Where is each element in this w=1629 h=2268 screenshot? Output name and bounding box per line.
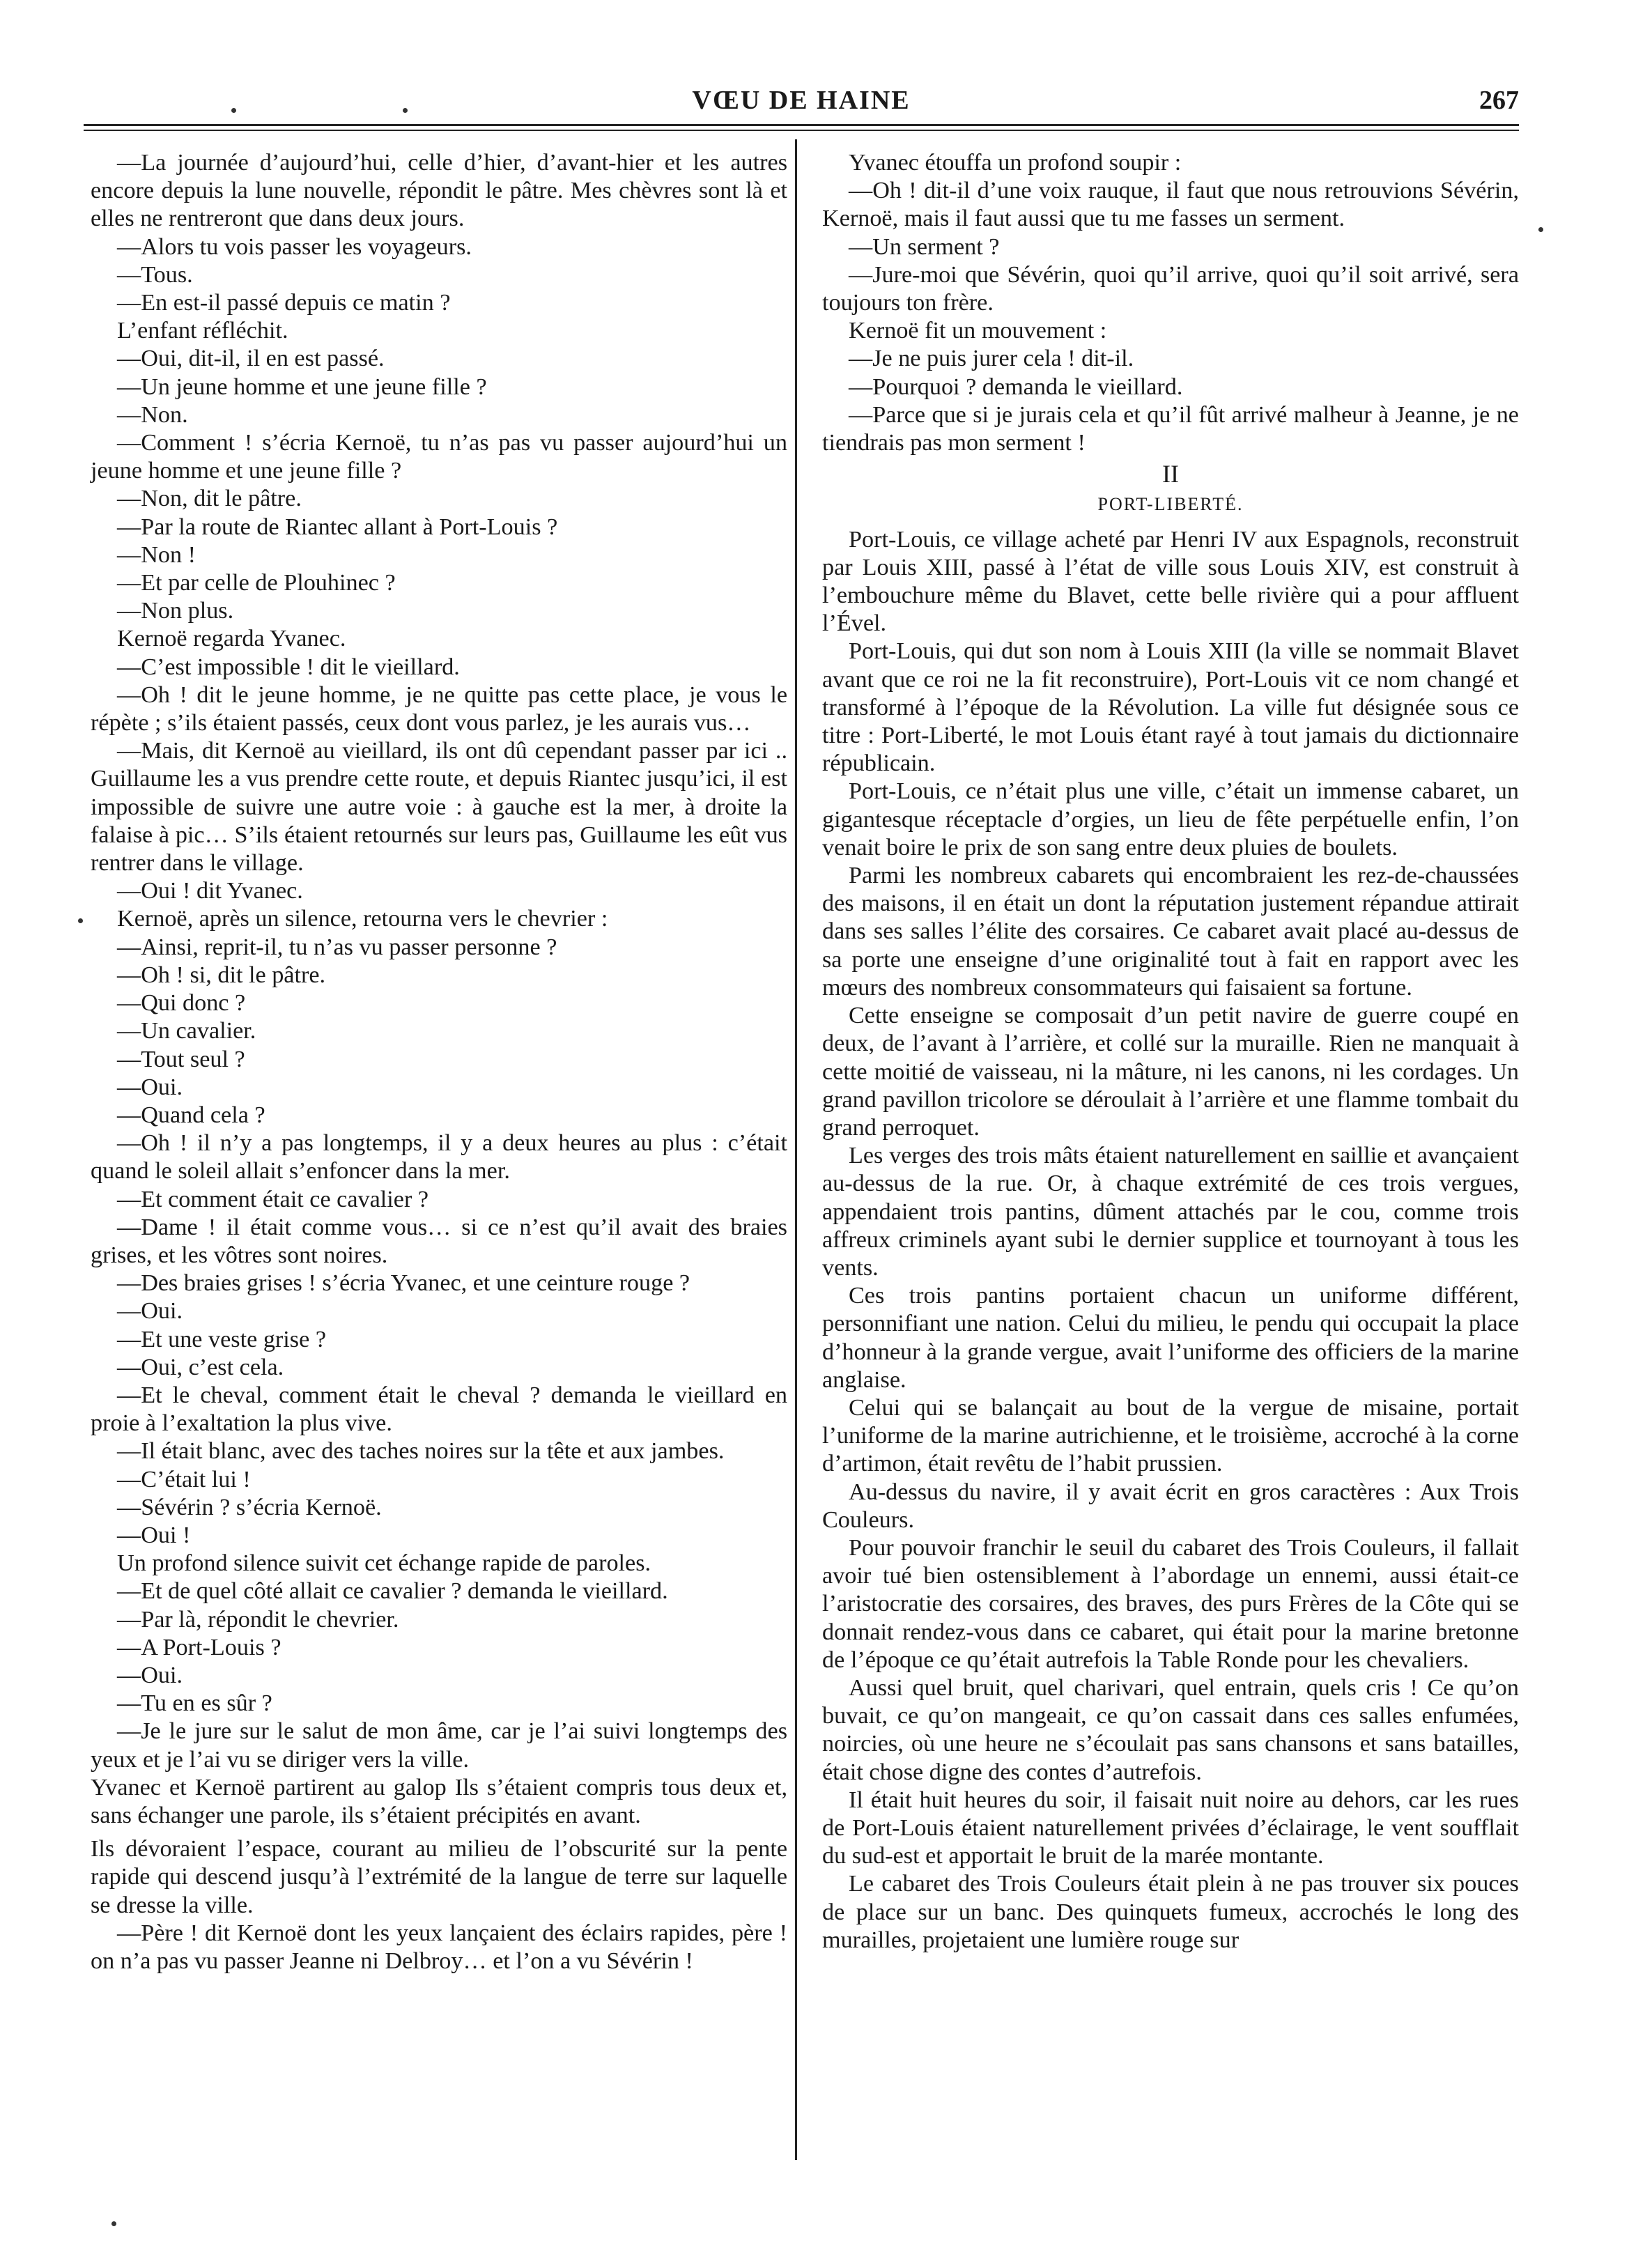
left-paragraph: —Ainsi, reprit-il, tu n’as vu passer personne ? (117, 934, 557, 960)
left-paragraph: —Tous. (117, 261, 193, 288)
left-paragraph: —Oui. (117, 1298, 183, 1325)
left-paragraph: —Alors tu vois passer les voyageurs. (117, 233, 472, 260)
left-paragraph: —Je le jure sur le salut de mon âme, car je l’ai suivi longtemps des yeux et je l’ai vu se diriger vers la ville. (91, 1718, 787, 1773)
right-column (822, 149, 1519, 1954)
left-paragraph: —Mais, dit Kernoë au vieillard, ils ont dû cependant passer par ici .. Guillaume les a vus prendre cette route, et depuis Riantec jusqu’ici, il est impossible de suivre une autre voie : à gauche est la mer, à droite la falaise à pic… S’ils étaient retournés sur leurs pas, Guillaume les eût vus rentrer dans le village. (91, 738, 787, 877)
left-paragraph: Kernoë regarda Yvanec. (117, 626, 346, 652)
left-paragraph: —Sévérin ? s’écria Kernoë. (117, 1494, 382, 1520)
right-paragraph: Au-dessus du navire, il y avait écrit en gros caractères : Aux Trois Couleurs. (822, 1479, 1519, 1533)
right-paragraph: Yvanec étouffa un profond soupir : (849, 150, 1182, 176)
right-paragraph: Parmi les nombreux cabarets qui encombraient les rez-de-chaussées des maisons, il en était un dont la réputation justement répandue attirait dans ses salles l’élite des corsaires. Ce cabaret avait placé au-dessus de sa porte une enseigne d’une originalité tout à fait en rapport avec les mœurs des nombreux consommateurs qui faisaient sa fortune. (822, 863, 1519, 1001)
left-paragraph: —La journée d’aujourd’hui, celle d’hier, d’avant-hier et les autres encore depuis la lune nouvelle, répondit le pâtre. Mes chèvres sont là et elles ne rentreront que dans deux jours. (91, 150, 787, 232)
running-header (84, 82, 1519, 124)
left-paragraph: —Oh ! il n’y a pas longtemps, il y a deux heures au plus : c’était quand le soleil allait s’enfoncer dans la mer. (91, 1130, 787, 1185)
left-paragraph: —Oui ! dit Yvanec. (117, 878, 303, 904)
left-paragraph: L’enfant réfléchit. (117, 318, 288, 344)
left-paragraph: Ils dévoraient l’espace, courant au milieu de l’obscurité sur la pente rapide qui descend jusqu’à l’extrémité de la langue de terre sur laquelle se dresse la ville. (91, 1836, 787, 1918)
left-paragraph: Kernoë, après un silence, retourna vers le chevrier : (117, 906, 608, 932)
left-paragraph: —Non plus. (117, 598, 234, 624)
left-paragraph: —Comment ! s’écria Kernoë, tu n’as pas vu passer aujourd’hui un jeune homme et une jeune fille ? (91, 430, 787, 484)
right-paragraph: Ces trois pantins portaient chacun un uniforme différent, personnifiant une nation. Celui du milieu, le pendu qui occupait la place d’honneur à la grande vergue, avait l’uniforme des officiers de la marine anglaise. (822, 1283, 1519, 1393)
left-paragraph: —Qui donc ? (117, 990, 246, 1017)
right-paragraph: Pour pouvoir franchir le seuil du cabaret des Trois Couleurs, il fallait avoir tué bien ostensiblement à l’abordage un ennemi, aussi était-ce l’aristocratie des corsaires, des braves, des purs Frères de la Côte qui se donnait rendez-vous dans ce cabaret, qui était pour la marine bretonne de l’époque ce qu’était autrefois la Table Ronde pour les chevaliers. (822, 1534, 1519, 1673)
left-paragraph: —Tout seul ? (117, 1046, 245, 1072)
left-paragraph: —Et comment était ce cavalier ? (117, 1186, 429, 1212)
right-paragraph: —Je ne puis jurer cela ! dit-il. (849, 346, 1134, 372)
right-paragraph: Cette enseigne se composait d’un petit navire de guerre coupé en deux, de l’avant à l’arrière, et collé sur la muraille. Rien ne manquait à cette moitié de vaisseau, ni la mâture, ni les canons, ni les cordages. Un grand pavillon tricolore se déroulait à l’arrière et une flamme tombait du grand perroquet. (822, 1003, 1519, 1141)
left-paragraph: —Oui ! (117, 1522, 191, 1548)
left-paragraph: —A Port-Louis ? (117, 1634, 281, 1660)
print-speck (231, 108, 236, 113)
header-rule-bottom (84, 130, 1519, 131)
header-title: VŒU DE HAINE (692, 86, 911, 115)
left-paragraph: —Père ! dit Kernoë dont les yeux lançaient des éclairs rapides, père ! on n’a pas vu passer Jeanne ni Delbroy… et l’on a vu Sévérin ! (91, 1920, 787, 1974)
left-paragraph: —Et le cheval, comment était le cheval ? demanda le vieillard en proie à l’exaltation la plus vive. (91, 1382, 787, 1437)
header-rule-top (84, 124, 1519, 126)
left-paragraph: —Par la route de Riantec allant à Port-Louis ? (117, 514, 558, 540)
left-paragraph: Un profond silence suivit cet échange rapide de paroles. (117, 1550, 651, 1577)
left-paragraph: —Non, dit le pâtre. (117, 486, 302, 512)
left-paragraph: —Non. (117, 401, 188, 428)
print-speck (403, 108, 408, 113)
left-paragraph: —Dame ! il était comme vous… si ce n’est qu’il avait des braies grises, et les vôtres sont noires. (91, 1214, 787, 1268)
left-paragraph: —C’est impossible ! dit le vieillard. (117, 654, 460, 680)
right-paragraph: Les verges des trois mâts étaient naturellement en saillie et avançaient au-dessus de la rue. Or, à chaque extrémité de ces trois vergues, appendaient trois pantins, dûment attachés par le cou, comme trois affreux criminels ayant subi le dernier supplice et tournoyant à tous les vents. (822, 1143, 1519, 1281)
left-paragraph: —C’était lui ! (117, 1466, 251, 1492)
right-paragraph: Il était huit heures du soir, il faisait nuit noire au dehors, car les rues de Port-Louis étaient naturellement privées d’éclairage, le vent soufflait du sud-est et apportait le bruit de la marée montante. (822, 1787, 1519, 1869)
right-paragraph: Aussi quel bruit, quel charivari, quel entrain, quels cris ! Ce qu’on buvait, ce qu’on mangeait, ce qu’on cassait dans ces salles enfumées, noircies, où une heure ne s’écoulait pas sans chansons et sans batailles, était chose digne des contes d’autrefois. (822, 1674, 1519, 1785)
right-paragraph: —Un serment ? (849, 233, 1000, 260)
right-paragraph: Port-Louis, ce n’était plus une ville, c’était un immense cabaret, un gigantesque réceptacle d’orgies, un lieu de fête perpétuelle enfin, l’on venait boire le prix de son sang entre deux pluies de boulets. (822, 778, 1519, 861)
left-paragraph: —Un jeune homme et une jeune fille ? (117, 373, 487, 400)
left-paragraph: —Et une veste grise ? (117, 1326, 326, 1352)
right-paragraph: Kernoë fit un mouvement : (849, 318, 1107, 344)
left-column (91, 149, 787, 1975)
left-paragraph: —Oui. (117, 1662, 183, 1688)
left-paragraph: —Oui. (117, 1074, 183, 1100)
right-paragraph: Le cabaret des Trois Couleurs était plein à ne pas trouver six pouces de place sur un banc. Des quinquets fumeux, accrochés le long des murailles, projetaient une lumière rouge sur (822, 1871, 1519, 1953)
left-paragraph: —Oui, dit-il, il en est passé. (117, 346, 385, 372)
left-paragraph: —Tu en es sûr ? (117, 1690, 272, 1717)
print-speck (1538, 227, 1543, 232)
left-paragraph: —Par là, répondit le chevrier. (117, 1606, 399, 1633)
left-paragraph: —Et de quel côté allait ce cavalier ? demanda le vieillard. (117, 1578, 668, 1605)
left-paragraph: —Oh ! dit le jeune homme, je ne quitte pas cette place, je vous le répète ; s’ils étaient passés, ceux dont vous parlez, je les aurais vus… (91, 681, 787, 736)
left-paragraph: —Quand cela ? (117, 1102, 265, 1128)
left-paragraph: —Et par celle de Plouhinec ? (117, 570, 396, 596)
right-paragraph: —Pourquoi ? demanda le vieillard. (849, 373, 1183, 400)
left-paragraph: —Il était blanc, avec des taches noires sur la tête et aux jambes. (117, 1438, 725, 1465)
left-paragraph: —Des braies grises ! s’écria Yvanec, et une ceinture rouge ? (117, 1270, 690, 1297)
right-paragraph: Celui qui se balançait au bout de la vergue de misaine, portait l’uniforme de la marine autrichienne, et le troisième, accroché à la corne d’artimon, était revêtu de l’habit prussien. (822, 1394, 1519, 1477)
right-paragraph: Port-Louis, ce village acheté par Henri IV aux Espagnols, reconstruit par Louis XIII, passé à l’état de ville sous Louis XIV, est construit à l’embouchure même du Blavet, cette belle rivière qui a pour affluent l’Ével. (822, 526, 1519, 637)
right-paragraph: PORT-LIBERTÉ. (1097, 494, 1244, 515)
left-paragraph: —Un cavalier. (117, 1018, 256, 1044)
page-number: 267 (1479, 86, 1519, 115)
left-paragraph: —Oui, c’est cela. (117, 1354, 284, 1380)
left-paragraph: —En est-il passé depuis ce matin ? (117, 290, 451, 316)
left-paragraph: Yvanec et Kernoë partirent au galop Ils s’étaient compris tous deux et, sans échanger une parole, ils s’étaient précipités en avant. (91, 1774, 787, 1828)
column-divider (795, 139, 797, 2160)
left-paragraph: —Oh ! si, dit le pâtre. (117, 962, 326, 988)
print-speck (111, 2221, 116, 2226)
right-paragraph: —Parce que si je jurais cela et qu’il fût arrivé malheur à Jeanne, je ne tiendrais pas mon serment ! (822, 401, 1519, 456)
right-paragraph: Port-Louis, qui dut son nom à Louis XIII (la ville se nommait Blavet avant que ce roi ne la fit reconstruire), Port-Louis vit ce nom changé et transformé à l’époque de la Révolution. La ville fut désignée sous ce titre : Port-Liberté, le mot Louis étant rayé à tout jamais du dictionnaire républicain. (822, 638, 1519, 777)
right-paragraph: —Oh ! dit-il d’une voix rauque, il faut que nous retrouvions Sévérin, Kernoë, mais il faut aussi que tu me fasses un serment. (822, 178, 1519, 232)
right-paragraph: II (1162, 460, 1179, 488)
print-speck (78, 918, 83, 923)
left-paragraph: —Non ! (117, 541, 196, 568)
right-paragraph: —Jure-moi que Sévérin, quoi qu’il arrive, quoi qu’il soit arrivé, sera toujours ton frère. (822, 261, 1519, 316)
